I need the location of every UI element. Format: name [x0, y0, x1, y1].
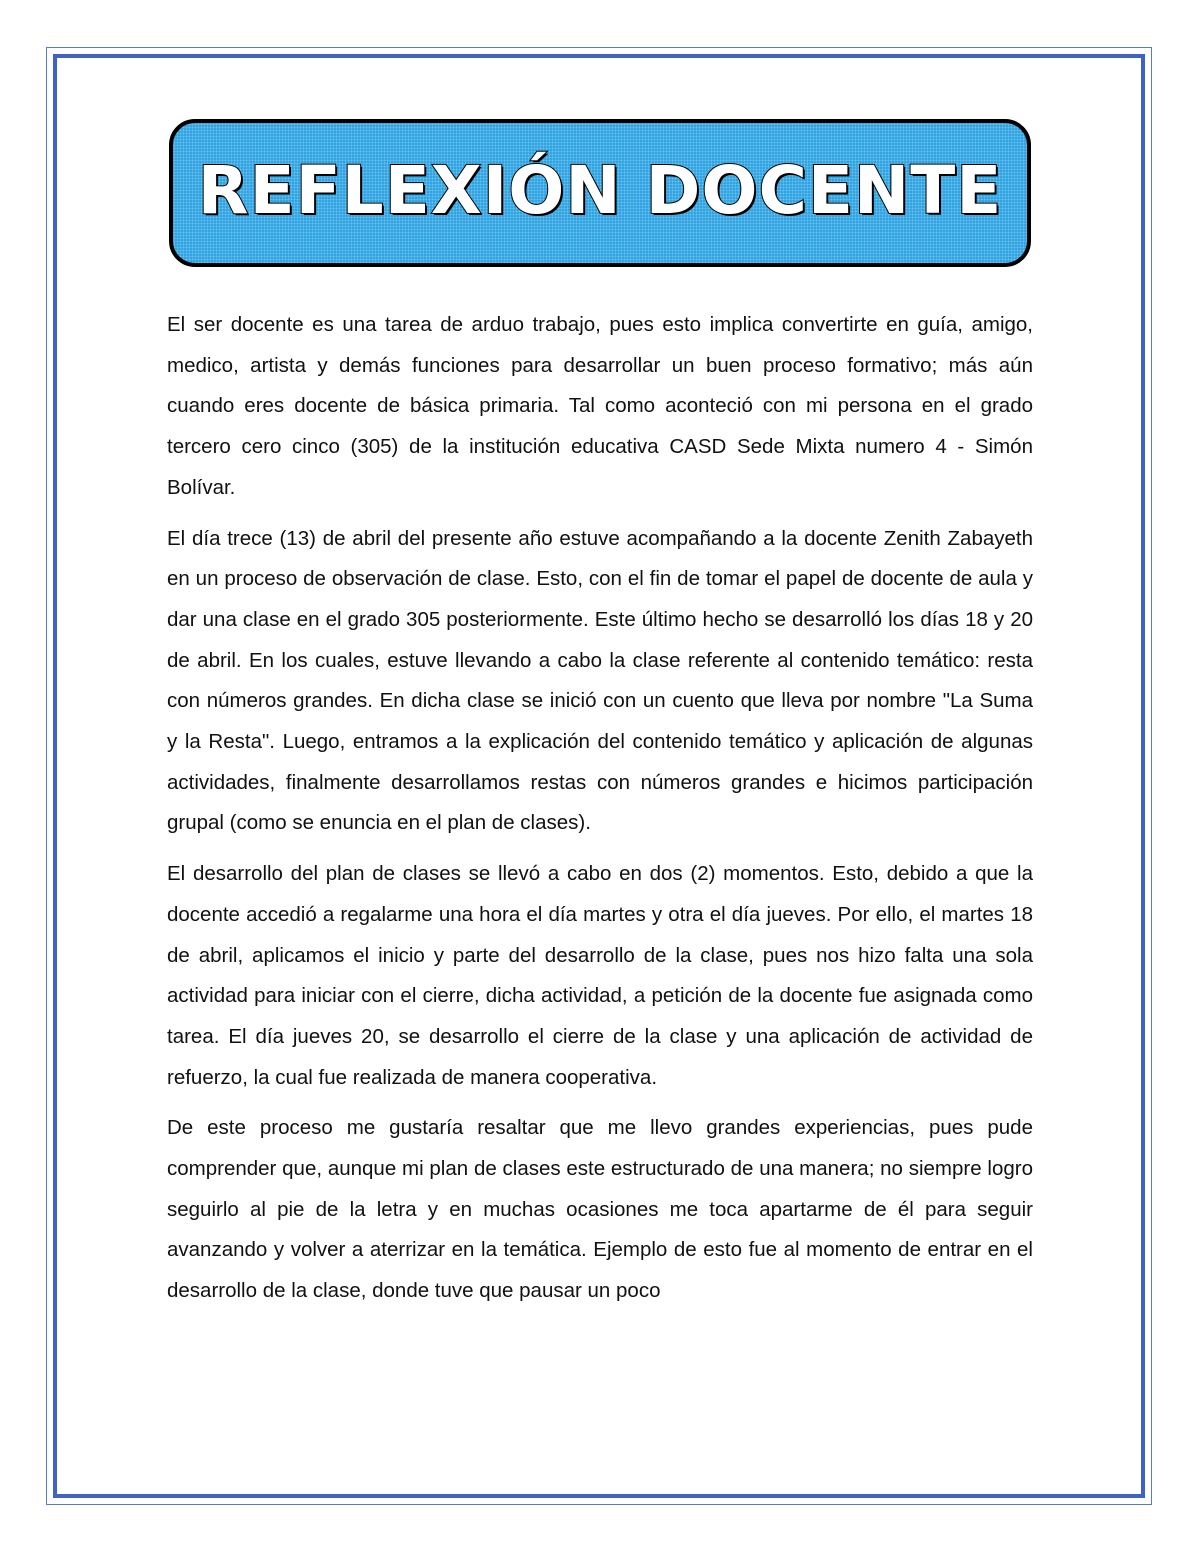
paragraph-2: El día trece (13) de abril del presente año estuve acompañando a la docente Zenith Zabayeth en un proceso de observación de clase. Esto, con el fin de tomar el papel de docente de aula y dar una clase en el grado 305 posteriormente. Este último hecho se desarrolló los días 18 y 20 de abril. En los cuales, estuve llevando a cabo la clase referente al contenido temático: resta con números grandes. En dicha clase se inició con un cuento que lleva por nombre "La Suma y la Resta". Luego, entramos a la explicación del contenido temático y aplicación de algunas actividades, finalmente desarrollamos restas con números grandes e hicimos participación grupal (como se enuncia en el plan de clases). [167, 526, 1033, 835]
paragraph-3: El desarrollo del plan de clases se llevó a cabo en dos (2) momentos. Esto, debido a que la docente accedió a regalarme una hora el día martes y otra el día jueves. Por ello, el martes 18 de abril, aplicamos el inicio y parte del desarrollo de la clase, pues nos hizo falta una sola actividad para iniciar con el cierre, dicha actividad, a petición de la docente fue asignada como tarea. El día jueves 20, se desarrollo el cierre de la clase y una aplicación de actividad de refuerzo, la cual fue realizada de manera cooperativa. [167, 862, 1033, 1089]
page-title: REFLEXIÓN DOCENTE [197, 151, 1003, 229]
title-banner [169, 119, 1031, 267]
paragraph-1: El ser docente es una tarea de arduo trabajo, pues esto implica convertirte en guía, amigo, medico, artista y demás funciones para desarrollar un buen proceso formativo; más aún cuando eres docente de básica primaria. Tal como aconteció con mi persona en el grado tercero cero cinco (305) de la institución educativa CASD Sede Mixta numero 4 - Simón Bolívar. [167, 313, 1033, 499]
paragraph-4: De este proceso me gustaría resaltar que me llevo grandes experiencias, pues pude comprender que, aunque mi plan de clases este estructurado de una manera; no siempre logro seguirlo al pie de la letra y en muchas ocasiones me toca apartarme de él para seguir avanzando y volver a aterrizar en la temática. Ejemplo de esto fue al momento de entrar en el desarrollo de la clase, donde tuve que pausar un poco [167, 1116, 1033, 1303]
document-body [167, 305, 1033, 1322]
